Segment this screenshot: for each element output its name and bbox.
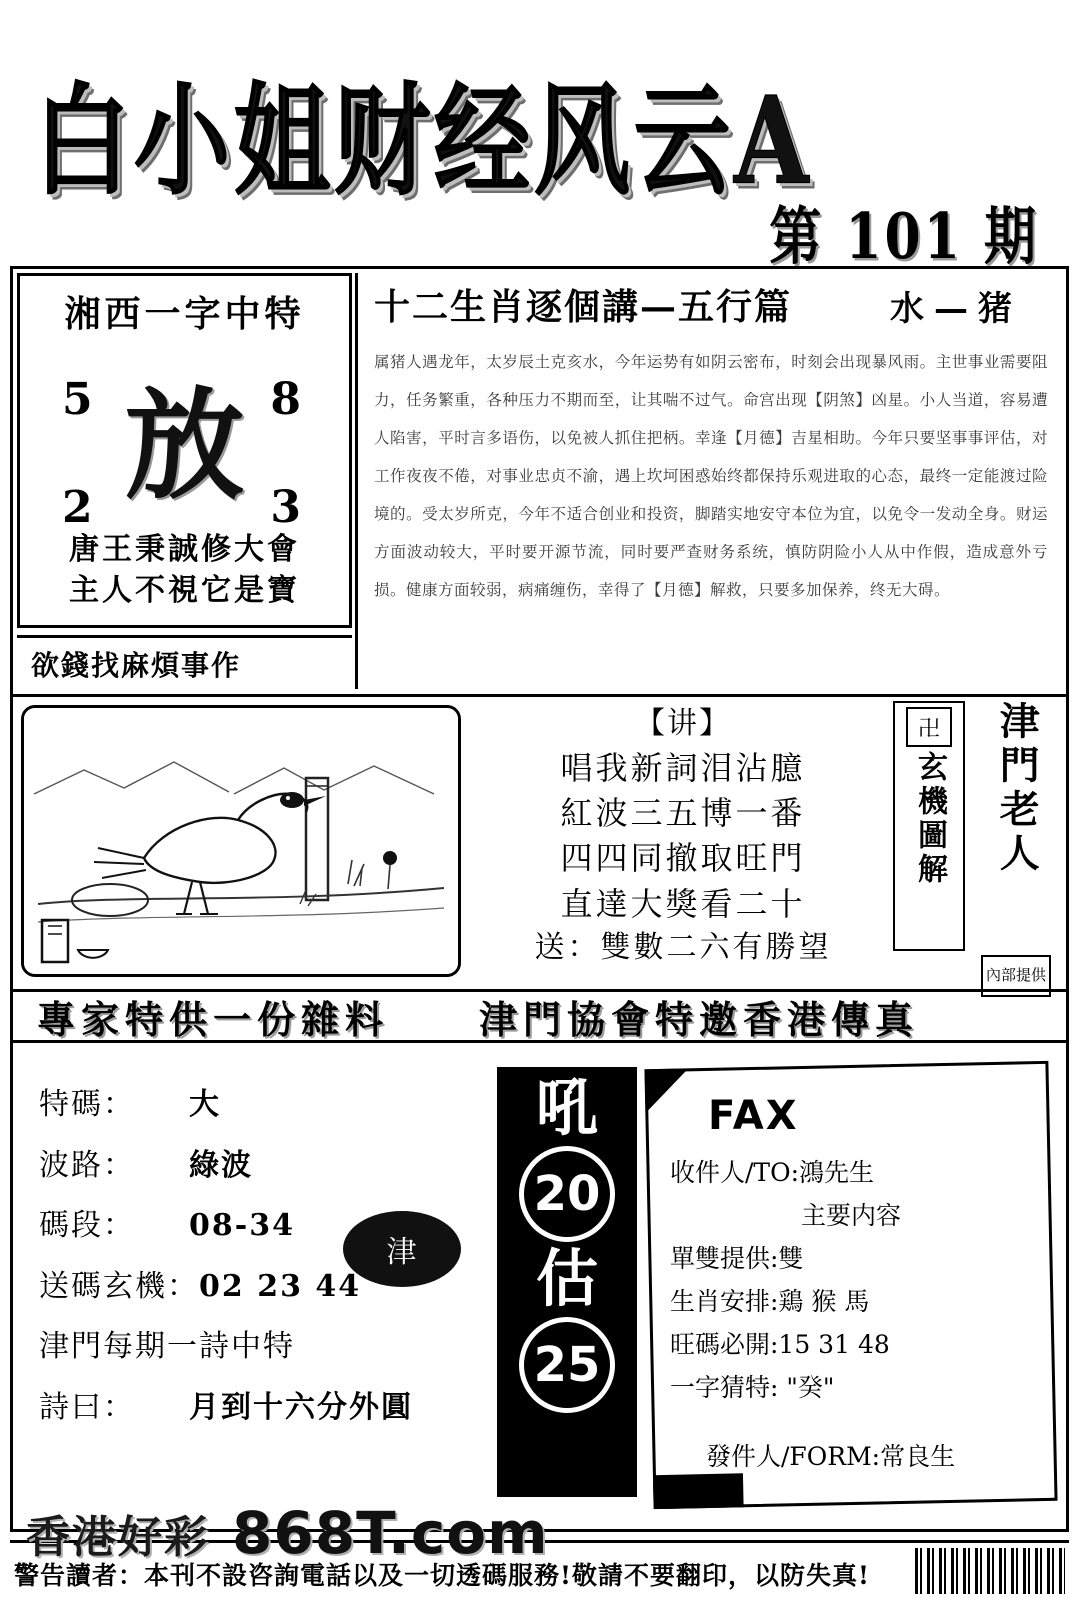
verse-block (483, 703, 883, 970)
poem-label: 津門每期一詩中特 (39, 1329, 295, 1365)
lucky-subtitle: 欲錢找麻煩事作 (17, 635, 352, 689)
seal-text: 玄機圖解 (912, 751, 947, 887)
verse-line-4: 直達大獎看二十 (560, 884, 806, 923)
lucky-number-bottom-left: 2 (62, 482, 93, 533)
elder-title (975, 701, 1057, 951)
fax-to: 收件人/TO:鴻先生 (670, 1157, 875, 1187)
content-frame (10, 266, 1069, 1532)
banner-right: 津門協會特邀香港傳真 (479, 996, 920, 1042)
couplet (20, 530, 349, 611)
fax-note (644, 1061, 1057, 1509)
logo-text: 津 (386, 1235, 418, 1270)
article-tag: 水—猪 (890, 289, 1022, 329)
lucky-big-character: 放 (124, 375, 245, 516)
masthead (0, 0, 1079, 274)
poem-value: 月到十六分外圓 (189, 1389, 413, 1425)
bird-illustration-icon (24, 708, 458, 974)
illustration-box (21, 705, 461, 977)
banner-row (13, 989, 1066, 1043)
tips-row (39, 1075, 489, 1136)
verse-line-1: 唱我新詞泪沾臆 (560, 748, 806, 787)
lucky-number-bottom-right: 3 (270, 482, 301, 533)
highlight-char-top: 吼 (535, 1071, 598, 1144)
fax-line: 旺碼必開:15 31 48 (670, 1329, 890, 1359)
row-middle (13, 697, 1066, 1042)
banner-left: 專家特供一份雜料 (37, 996, 390, 1042)
watermark-en: 868T.com (232, 1499, 549, 1567)
verse-line-2: 紅波三五博一番 (560, 794, 806, 833)
elder-text: 津門老人 (992, 701, 1041, 877)
tips-value: 大 (189, 1087, 221, 1122)
verse-gift-line: 送：雙數二六有勝望 (534, 930, 832, 966)
tips-key: 特碼： (39, 1087, 135, 1122)
couplet-line-1: 唐王秉誠修大會 (69, 532, 300, 567)
highlight-number-bottom: 25 (519, 1317, 615, 1413)
seal-icon: 卍 (906, 707, 952, 747)
fax-line: 生肖安排:鶏 猴 馬 (670, 1286, 870, 1316)
tips-key: 碼段： (39, 1208, 135, 1244)
highlight-column (497, 1067, 637, 1497)
elder-note: 內部提供 (981, 955, 1051, 997)
footer-note: 警告讀者：本刊不設咨詢電話以及一切透碼服務!敬請不要翻印，以防失真! (14, 1561, 870, 1590)
article-body: 属猪人遇龙年，太岁辰土克亥水，今年运势有如阴云密布，时刻会出现暴风雨。主世事业需要阻力，任务繁重，各种压力不期而至，让其喘不过气。命宫出现【阴煞】凶星。小人当道，容易遭人陷害，平时言多语伤，以免被人抓住把柄。幸逢【月德】吉星相助。今年只要坚事事评估，对工作夜夜不倦，对事业忠贞不渝，遇上坎坷困惑始终都保持乐观进取的心态，最终一定能渡过险境的。受太岁所克，今年不适合创业和投资，脚踏实地安守本位为宜，以免令一发动全身。财运方面波动较大，平时要开源节流，同时要严查财务系统，慎防阴险小人从中作假，造成意外亏损。健康方面较弱，病痛缠伤，幸得了【月德】解救，只要多加保养，终无大碍。 (374, 353, 1048, 599)
fax-subject: 主要内容 (800, 1200, 901, 1230)
highlight-number-top: 20 (519, 1146, 615, 1242)
highlight-char-bottom: 估 (535, 1241, 598, 1315)
fax-line: 單雙提供:雙 (670, 1243, 804, 1273)
lucky-box-header: 湘西一字中特 (64, 293, 305, 335)
tips-value: 綠波 (189, 1147, 253, 1183)
row-bottom (13, 1053, 1066, 1531)
verse-head: 【讲】 (635, 706, 731, 741)
article-header (374, 279, 1048, 330)
tips-key: 波路： (39, 1147, 135, 1183)
tips-key: 送碼玄機： (39, 1268, 199, 1304)
poem-key: 詩曰： (39, 1389, 135, 1425)
issue-number: 第 101 期 (769, 200, 1039, 274)
barcode-icon (915, 1548, 1065, 1594)
lucky-char-box (17, 273, 352, 628)
lucky-number-top-left: 5 (62, 374, 93, 425)
tips-row (39, 1136, 489, 1197)
association-logo-icon (343, 1211, 461, 1287)
fax-line: 一字猜特: "癸" (670, 1372, 835, 1402)
fax-title: FAX (708, 1093, 799, 1139)
couplet-line-2: 主人不視它是寶 (69, 572, 300, 608)
article-title: 十二生肖逐個講—五行篇 (374, 286, 793, 328)
fax-from: 發件人/FORM:常良生 (706, 1441, 956, 1471)
seal-box (893, 701, 965, 951)
fax-content (652, 1068, 1050, 1502)
lucky-number-top-right: 8 (270, 374, 301, 425)
tips-value: 08-34 (189, 1208, 295, 1244)
page-title: 白小姐财经风云A (34, 69, 813, 211)
zodiac-article (355, 273, 1062, 689)
verse-line-3: 四四同撤取旺門 (560, 839, 806, 878)
watermark-cn: 香港好彩 (26, 1512, 210, 1563)
row-top (13, 269, 1066, 694)
tips-value: 02 23 44 (199, 1268, 362, 1304)
tips-row (39, 1378, 489, 1439)
